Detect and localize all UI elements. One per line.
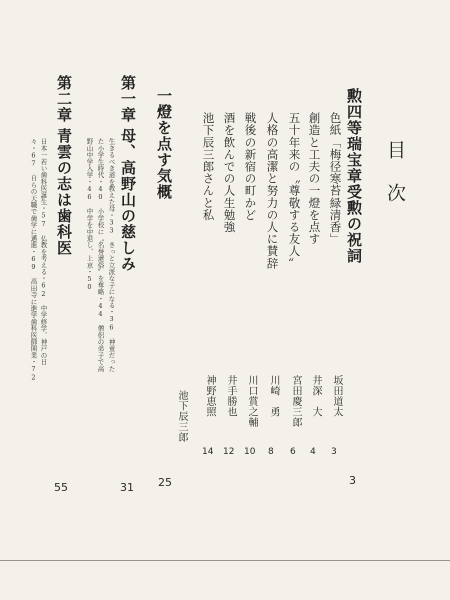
toc-item-page: 3 [331, 447, 337, 457]
toc-title: 目次 [384, 140, 406, 226]
toc-item-title: 色紙「梅径寒苔緑清香」 [328, 112, 343, 246]
toc-item-page: 10 [244, 447, 256, 457]
chapter-title: 母、高野山の慈しみ [119, 128, 137, 272]
part-title: 一燈を点す気概 [155, 88, 173, 200]
chapter-page: 55 [54, 481, 68, 494]
toc-item-title: 戦後の新宿の町かど [243, 112, 258, 221]
toc-item-title: 酒を飲んでの人生勉強 [222, 112, 237, 233]
toc-item-author: 川崎 勇 [268, 375, 279, 418]
toc-item-title: 池下辰三郎さんと私 [201, 112, 216, 221]
toc-item-page: 4 [310, 447, 316, 457]
chapter-title: 青雲の志は歯科医 [55, 128, 73, 256]
toc-item-author: 宮田慶三郎 [290, 375, 301, 428]
chapter-label: 第一章 [119, 75, 137, 123]
chapter-page: 31 [120, 481, 134, 494]
toc-item-page: 8 [268, 447, 274, 457]
toc-item-page: 14 [202, 447, 214, 457]
section-title: 勲四等瑞宝章受勲の祝詞 [345, 88, 363, 264]
toc-item-title: 人格の高潔と努力の人に賛辞 [265, 112, 280, 270]
toc-item-title: 五十年来の〝尊敬する友人〟 [287, 112, 302, 270]
page-bottom-divider [0, 560, 450, 561]
toc-item-title: 創造と工夫の一燈を点す [307, 112, 322, 246]
section-page: 3 [349, 474, 356, 487]
toc-item-page: 12 [223, 447, 235, 457]
chapter-subtopics: 生きるべき道を教えた母・33 きっと立派な子になる・36 神童だった [107, 138, 116, 372]
chapter-subtopics: 々・67 自らの天職で歯学に邁進・69 高田寺に進学歯科医師開業・72 [29, 138, 38, 382]
part-author: 池下辰三郎 [176, 390, 187, 443]
chapter-subtopics: 日本一若い歯科医誕生・57 仏教を考える・62 中学修学、神戸の日 [39, 138, 48, 366]
toc-item-author: 坂田道太 [331, 375, 342, 418]
chapter-subtopics: た小学生時代・40 小学校に〝名誉還俗〟を奪略・44 僧侶の弟子で高 [96, 138, 105, 372]
toc-item-author: 井手勝也 [225, 375, 236, 418]
chapter-subtopics: 野山中学入学・46 中学を中退し、上京・50 [85, 138, 94, 292]
toc-item-author: 川口賞之輔 [246, 375, 257, 428]
toc-item-author: 神野恵照 [204, 375, 215, 418]
toc-item-author: 井深 大 [310, 375, 321, 418]
part-page: 25 [158, 476, 172, 489]
toc-item-page: 6 [290, 447, 296, 457]
chapter-label: 第二章 [55, 75, 73, 123]
